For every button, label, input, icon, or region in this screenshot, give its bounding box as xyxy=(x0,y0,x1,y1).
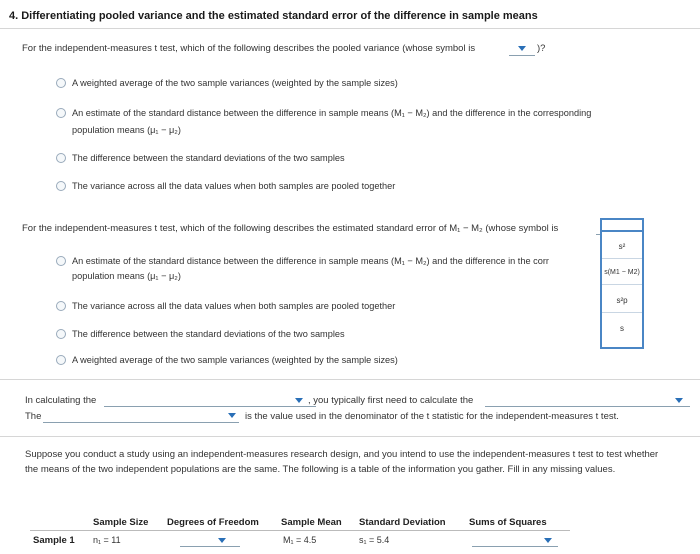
q1-option-4-label[interactable]: The variance across all the data values when both samples are pooled together xyxy=(72,181,396,191)
q2-option-3-label[interactable]: The difference between the standard deviations of the two samples xyxy=(72,329,345,339)
fill-line1-middle: , you typically first need to calculate the xyxy=(308,395,474,406)
fill-blank-3-chevron-down-icon[interactable] xyxy=(228,413,236,418)
row1-ss-chevron-down-icon[interactable] xyxy=(544,538,552,543)
q2-prompt: For the independent-measures t test, which of the following describes the estimated standard error of M₁ − M₂ (whose symbol is xyxy=(22,223,559,234)
q2-option-4-radio[interactable] xyxy=(56,355,66,365)
q2-option-1-label[interactable]: An estimate of the standard distance between the difference in sample means (M₁ − M₂) and the difference in the corr xyxy=(72,256,549,266)
q1-option-1-radio[interactable] xyxy=(56,78,66,88)
row1-standard-deviation: s₁ = 5.4 xyxy=(359,535,390,545)
fill-blank-1-chevron-down-icon[interactable] xyxy=(295,398,303,403)
table-header-sums-of-squares: Sums of Squares xyxy=(469,517,547,528)
dropdown-option-s-squared-p[interactable]: s²p xyxy=(602,290,642,313)
q1-option-2-label[interactable]: An estimate of the standard distance between the difference in sample means (M₁ − M₂) and the difference in the corresponding xyxy=(72,108,592,118)
table-header-rule xyxy=(30,530,570,531)
fill-line1-start: In calculating the xyxy=(25,395,97,406)
row1-ss-dropdown[interactable] xyxy=(472,546,558,547)
fill-blank-3-dropdown[interactable] xyxy=(43,422,239,423)
question-title: 4. Differentiating pooled variance and the estimated standard error of the difference in sample means xyxy=(9,10,538,22)
q1-option-4-radio[interactable] xyxy=(56,181,66,191)
q1-symbol-dropdown[interactable] xyxy=(509,55,535,56)
q1-prompt-text: For the independent-measures t test, which of the following describes the pooled variance (whose symbol is xyxy=(22,43,476,54)
q1-option-1-label[interactable]: A weighted average of the two sample variances (weighted by the sample sizes) xyxy=(72,78,398,88)
table-header-degrees-of-freedom: Degrees of Freedom xyxy=(167,517,259,528)
dropdown-option-s[interactable]: s xyxy=(620,324,624,333)
row1-df-dropdown[interactable] xyxy=(180,546,240,547)
q1-option-2-radio[interactable] xyxy=(56,108,66,118)
fill-line2-end: is the value used in the denominator of the t statistic for the independent-measures t test. xyxy=(245,411,619,422)
section-divider-1 xyxy=(0,379,700,380)
q1-chevron-down-icon[interactable] xyxy=(518,46,526,51)
row1-sample-size: n₁ = 11 xyxy=(93,535,121,545)
q1-prompt-end: )? xyxy=(537,43,546,54)
q2-option-1-radio[interactable] xyxy=(56,256,66,266)
q1-option-3-radio[interactable] xyxy=(56,153,66,163)
q2-option-3-radio[interactable] xyxy=(56,329,66,339)
q1-prompt xyxy=(22,43,475,54)
q2-option-2-radio[interactable] xyxy=(56,301,66,311)
scenario-line1: Suppose you conduct a study using an independent-measures research design, and you intend to use the independent-measures t test to test whether xyxy=(25,449,659,460)
q2-option-2-label[interactable]: The variance across all the data values when both samples are pooled together xyxy=(72,301,396,311)
q2-option-1-label-line2[interactable]: population means (μ₁ − μ₂) xyxy=(72,271,181,281)
dropdown-option-s-squared[interactable]: s² xyxy=(602,236,642,259)
section-divider-2 xyxy=(0,436,700,437)
row1-df-chevron-down-icon[interactable] xyxy=(218,538,226,543)
fill-blank-2-dropdown[interactable] xyxy=(485,406,690,407)
scenario-line2: the means of the two independent populations are the same. The following is a table of the information you gather. Fill in any missing values. xyxy=(25,464,616,475)
table-header-sample-mean: Sample Mean xyxy=(281,517,342,528)
q1-option-2-label-line2[interactable]: population means (μ₁ − μ₂) xyxy=(72,125,181,135)
table-header-sample-size: Sample Size xyxy=(93,517,149,528)
fill-blank-1-dropdown[interactable] xyxy=(104,406,316,407)
q1-option-3-label[interactable]: The difference between the standard deviations of the two samples xyxy=(72,153,345,163)
row1-sample-mean: M₁ = 4.5 xyxy=(283,535,317,545)
row1-label: Sample 1 xyxy=(33,535,75,546)
title-divider xyxy=(0,28,700,29)
fill-blank-2-chevron-down-icon[interactable] xyxy=(675,398,683,403)
table-header-standard-deviation: Standard Deviation xyxy=(359,517,446,528)
q2-option-4-label[interactable]: A weighted average of the two sample variances (weighted by the sample sizes) xyxy=(72,355,398,365)
dropdown-option-s-m1-m2[interactable]: s(M1 − M2) xyxy=(602,262,642,285)
fill-line2-start: The xyxy=(25,411,42,422)
q2-dropdown-menu[interactable] xyxy=(600,230,644,349)
